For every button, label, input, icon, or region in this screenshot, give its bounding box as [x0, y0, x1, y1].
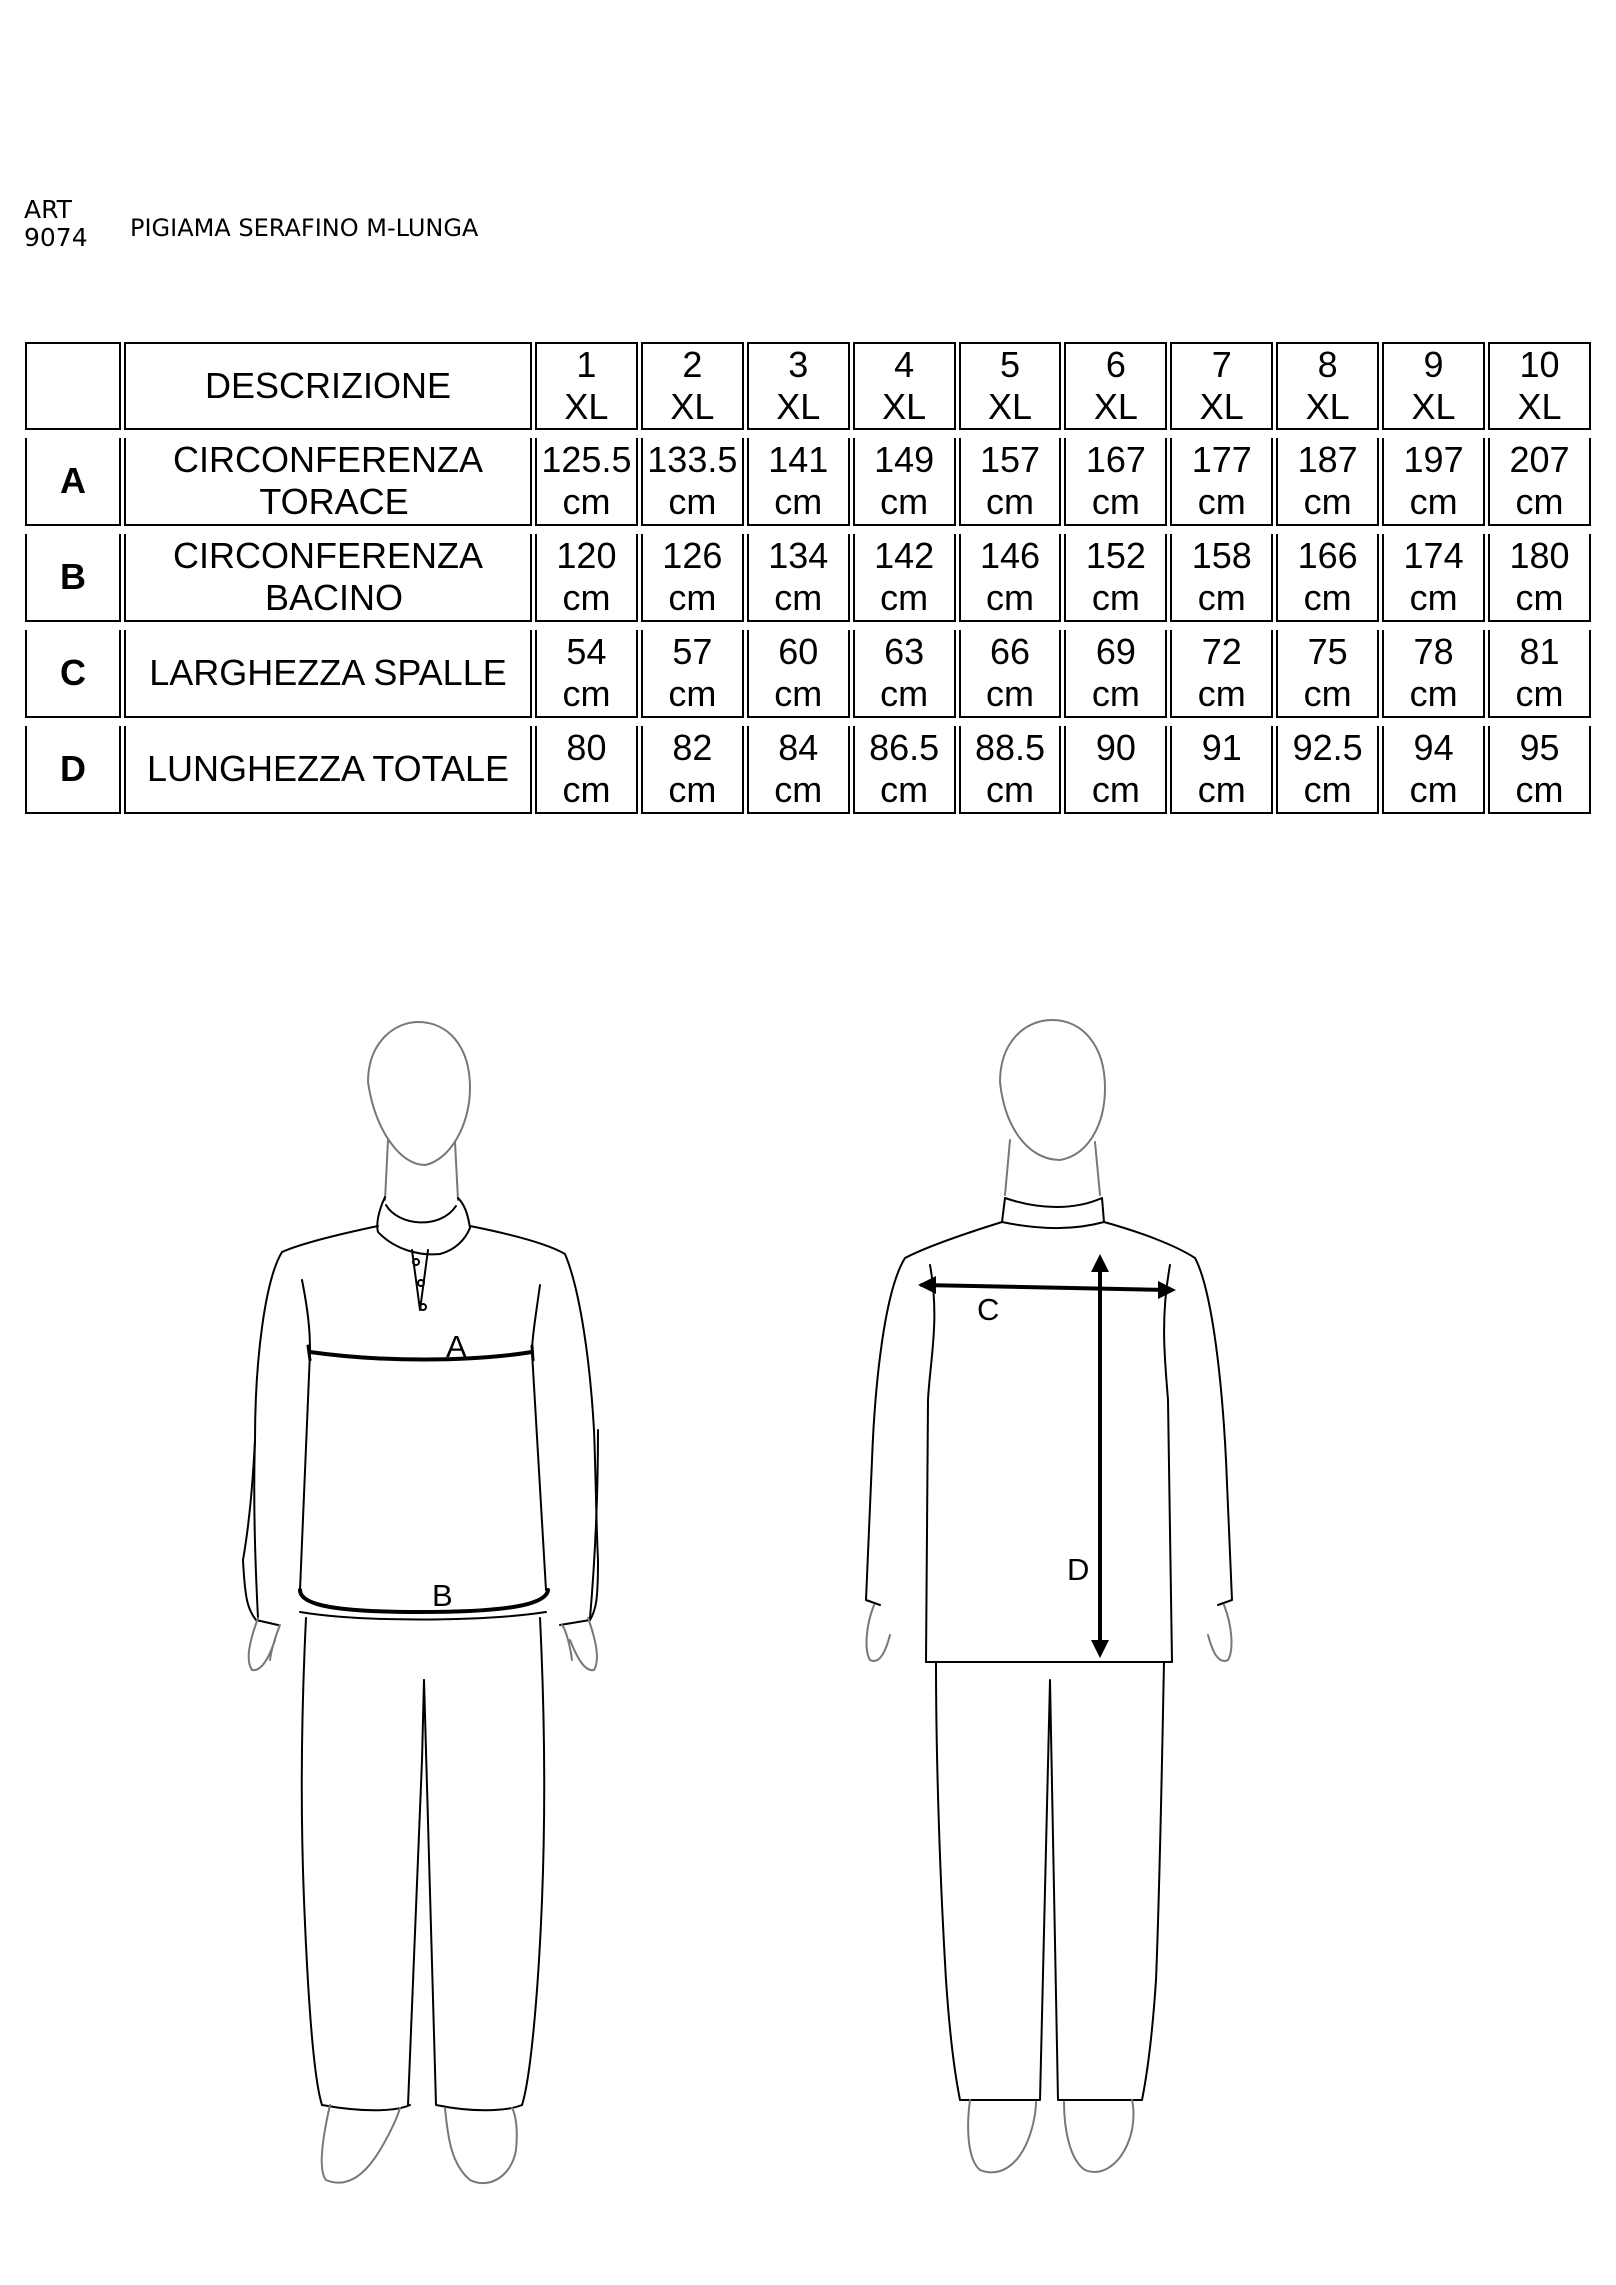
value-unit: cm	[668, 769, 717, 810]
value-number: 60	[778, 631, 819, 672]
size-header-cell	[535, 342, 638, 430]
value-unit: cm	[986, 769, 1034, 810]
measurement-value	[959, 438, 1062, 526]
size-header-cell	[1064, 342, 1167, 430]
measure-label-b: B	[432, 1578, 453, 1613]
value-unit: cm	[986, 673, 1034, 714]
measurement-key: B	[25, 534, 121, 622]
value-number: 75	[1307, 631, 1348, 672]
measurement-value	[535, 630, 638, 718]
value-number: 167	[1085, 439, 1146, 480]
size-number: 6	[1105, 344, 1126, 385]
size-number: 10	[1519, 344, 1560, 385]
value-unit: cm	[1409, 577, 1458, 618]
measurement-value	[1064, 726, 1167, 814]
measurement-row	[25, 534, 1591, 622]
measure-label-d: D	[1067, 1552, 1090, 1587]
garment-illustration	[0, 1000, 1616, 2230]
value-number: 134	[768, 535, 829, 576]
value-number: 125.5	[541, 439, 632, 480]
value-number: 66	[989, 631, 1031, 672]
description-line: LUNGHEZZA TOTALE	[146, 748, 510, 789]
measurement-row	[25, 630, 1591, 718]
value-unit: cm	[1303, 481, 1352, 522]
value-number: 86.5	[869, 727, 940, 768]
value-unit: cm	[774, 481, 823, 522]
size-label: XL	[776, 386, 821, 427]
measurement-value	[641, 630, 744, 718]
corner-cell	[25, 342, 121, 430]
description-line: LARGHEZZA SPALLE	[149, 652, 507, 693]
size-header-cell	[1488, 342, 1591, 430]
value-unit: cm	[1197, 481, 1246, 522]
measurement-value	[1064, 630, 1167, 718]
value-number: 126	[662, 535, 723, 576]
measurement-value	[535, 534, 638, 622]
measurement-value	[641, 726, 744, 814]
value-unit: cm	[668, 481, 717, 522]
value-number: 54	[566, 631, 607, 672]
measurement-value	[1276, 438, 1379, 526]
measurement-value	[1276, 630, 1379, 718]
value-unit: cm	[774, 673, 823, 714]
size-label: XL	[1199, 386, 1244, 427]
measurement-value	[1064, 534, 1167, 622]
measurement-value	[1382, 534, 1485, 622]
value-number: 149	[874, 439, 935, 480]
measurement-value	[1382, 630, 1485, 718]
measurement-value	[853, 726, 956, 814]
size-number: 4	[894, 344, 915, 385]
measurement-description	[124, 630, 532, 718]
value-unit: cm	[1197, 577, 1246, 618]
value-unit: cm	[562, 673, 611, 714]
measurement-value	[959, 726, 1062, 814]
value-unit: cm	[1515, 481, 1564, 522]
value-number: 90	[1095, 727, 1136, 768]
value-unit: cm	[1515, 673, 1564, 714]
measure-label-a: A	[446, 1329, 467, 1364]
value-unit: cm	[668, 577, 717, 618]
value-number: 95	[1519, 727, 1560, 768]
art-label: ART	[24, 195, 72, 224]
value-number: 57	[672, 631, 713, 672]
size-header-cell	[959, 342, 1062, 430]
measurement-value	[1488, 534, 1591, 622]
measurement-value	[1276, 726, 1379, 814]
size-label: XL	[1305, 386, 1350, 427]
value-number: 157	[979, 439, 1041, 480]
value-number: 92.5	[1292, 727, 1363, 768]
value-unit: cm	[1515, 577, 1564, 618]
value-number: 120	[556, 535, 617, 576]
measurement-value	[1170, 630, 1273, 718]
back-figure	[866, 1020, 1232, 2172]
value-unit: cm	[986, 481, 1034, 522]
measurement-description	[124, 438, 532, 526]
size-label: XL	[670, 386, 715, 427]
measurement-value	[959, 534, 1062, 622]
value-number: 81	[1519, 631, 1560, 672]
value-unit: cm	[1091, 769, 1140, 810]
measurement-value	[1488, 438, 1591, 526]
measurement-row	[25, 438, 1591, 526]
measurement-value	[747, 438, 850, 526]
value-number: 133.5	[647, 439, 738, 480]
size-label: XL	[882, 386, 927, 427]
size-header-row	[25, 342, 1591, 430]
value-unit: cm	[1303, 769, 1352, 810]
size-number: 1	[576, 344, 597, 385]
value-unit: cm	[1091, 577, 1140, 618]
value-number: 152	[1085, 535, 1146, 576]
measurement-value	[1170, 534, 1273, 622]
front-figure	[243, 1022, 598, 2183]
size-number: 2	[682, 344, 703, 385]
measurement-value	[1170, 726, 1273, 814]
value-unit: cm	[562, 481, 611, 522]
art-number: 9074	[24, 223, 88, 252]
measurement-key: A	[25, 438, 121, 526]
value-number: 146	[979, 535, 1041, 576]
measurement-value	[1276, 534, 1379, 622]
size-header-cell	[747, 342, 850, 430]
value-unit: cm	[986, 577, 1034, 618]
size-header-cell	[1382, 342, 1485, 430]
value-unit: cm	[1303, 577, 1352, 618]
value-unit: cm	[1091, 673, 1140, 714]
value-unit: cm	[880, 481, 929, 522]
measurement-value	[853, 534, 956, 622]
value-number: 88.5	[974, 727, 1046, 768]
value-number: 177	[1191, 439, 1252, 480]
measurement-value	[535, 438, 638, 526]
value-unit: cm	[1409, 481, 1458, 522]
value-unit: cm	[880, 673, 929, 714]
measurement-key: C	[25, 630, 121, 718]
description-line: CIRCONFERENZA	[172, 535, 483, 576]
measurement-row	[25, 726, 1591, 814]
value-number: 82	[672, 727, 713, 768]
value-number: 174	[1403, 535, 1464, 576]
value-number: 180	[1509, 535, 1570, 576]
size-header-cell	[641, 342, 744, 430]
value-number: 78	[1413, 631, 1454, 672]
measurement-value	[641, 438, 744, 526]
size-number: 7	[1211, 344, 1232, 385]
value-number: 80	[566, 727, 607, 768]
value-unit: cm	[562, 769, 611, 810]
measurement-value	[1382, 438, 1485, 526]
pajama-figures	[0, 1000, 1616, 2230]
size-label: XL	[1093, 386, 1138, 427]
value-unit: cm	[1091, 481, 1140, 522]
measurement-key: D	[25, 726, 121, 814]
measurement-value	[1064, 438, 1167, 526]
measurement-value	[747, 630, 850, 718]
value-unit: cm	[1303, 673, 1352, 714]
measurement-value	[1382, 726, 1485, 814]
value-unit: cm	[880, 769, 929, 810]
value-unit: cm	[880, 577, 929, 618]
value-number: 187	[1297, 439, 1358, 480]
size-number: 9	[1423, 344, 1444, 385]
value-unit: cm	[1197, 769, 1246, 810]
value-unit: cm	[668, 673, 717, 714]
value-number: 142	[874, 535, 935, 576]
value-number: 91	[1201, 727, 1242, 768]
value-number: 69	[1095, 631, 1136, 672]
measurement-description	[124, 726, 532, 814]
size-number: 3	[788, 344, 809, 385]
value-number: 207	[1509, 439, 1570, 480]
description-line: BACINO	[264, 577, 404, 618]
size-number: 5	[999, 344, 1021, 385]
value-unit: cm	[774, 769, 823, 810]
size-number: 8	[1317, 344, 1338, 385]
size-table	[22, 342, 1594, 814]
description-line: TORACE	[259, 481, 409, 522]
measurement-value	[1488, 630, 1591, 718]
article-code	[24, 196, 88, 252]
measurement-value	[747, 534, 850, 622]
measurement-value	[853, 630, 956, 718]
measurement-value	[1170, 438, 1273, 526]
value-unit: cm	[774, 577, 823, 618]
value-number: 94	[1413, 727, 1454, 768]
size-label: XL	[1411, 386, 1456, 427]
description-header: DESCRIZIONE	[124, 342, 532, 430]
measure-label-c: C	[977, 1292, 1000, 1327]
measurement-value	[535, 726, 638, 814]
value-number: 63	[884, 631, 925, 672]
value-number: 84	[778, 727, 819, 768]
value-unit: cm	[1409, 673, 1458, 714]
measurement-description	[124, 534, 532, 622]
value-unit: cm	[1409, 769, 1458, 810]
size-label: XL	[987, 386, 1033, 427]
size-header-cell	[853, 342, 956, 430]
description-line: CIRCONFERENZA	[172, 439, 483, 480]
value-number: 72	[1201, 631, 1242, 672]
measurement-value	[1488, 726, 1591, 814]
value-number: 197	[1403, 439, 1464, 480]
value-number: 141	[768, 439, 829, 480]
size-label: XL	[564, 386, 609, 427]
measurement-value	[853, 438, 956, 526]
value-unit: cm	[562, 577, 611, 618]
value-number: 166	[1297, 535, 1358, 576]
measurement-value	[747, 726, 850, 814]
value-unit: cm	[1197, 673, 1246, 714]
measurement-value	[959, 630, 1062, 718]
size-header-cell	[1276, 342, 1379, 430]
value-number: 158	[1191, 535, 1252, 576]
product-name: PIGIAMA SERAFINO M-LUNGA	[130, 214, 479, 242]
size-label: XL	[1517, 386, 1562, 427]
measurement-value	[641, 534, 744, 622]
size-header-cell	[1170, 342, 1273, 430]
value-unit: cm	[1515, 769, 1564, 810]
